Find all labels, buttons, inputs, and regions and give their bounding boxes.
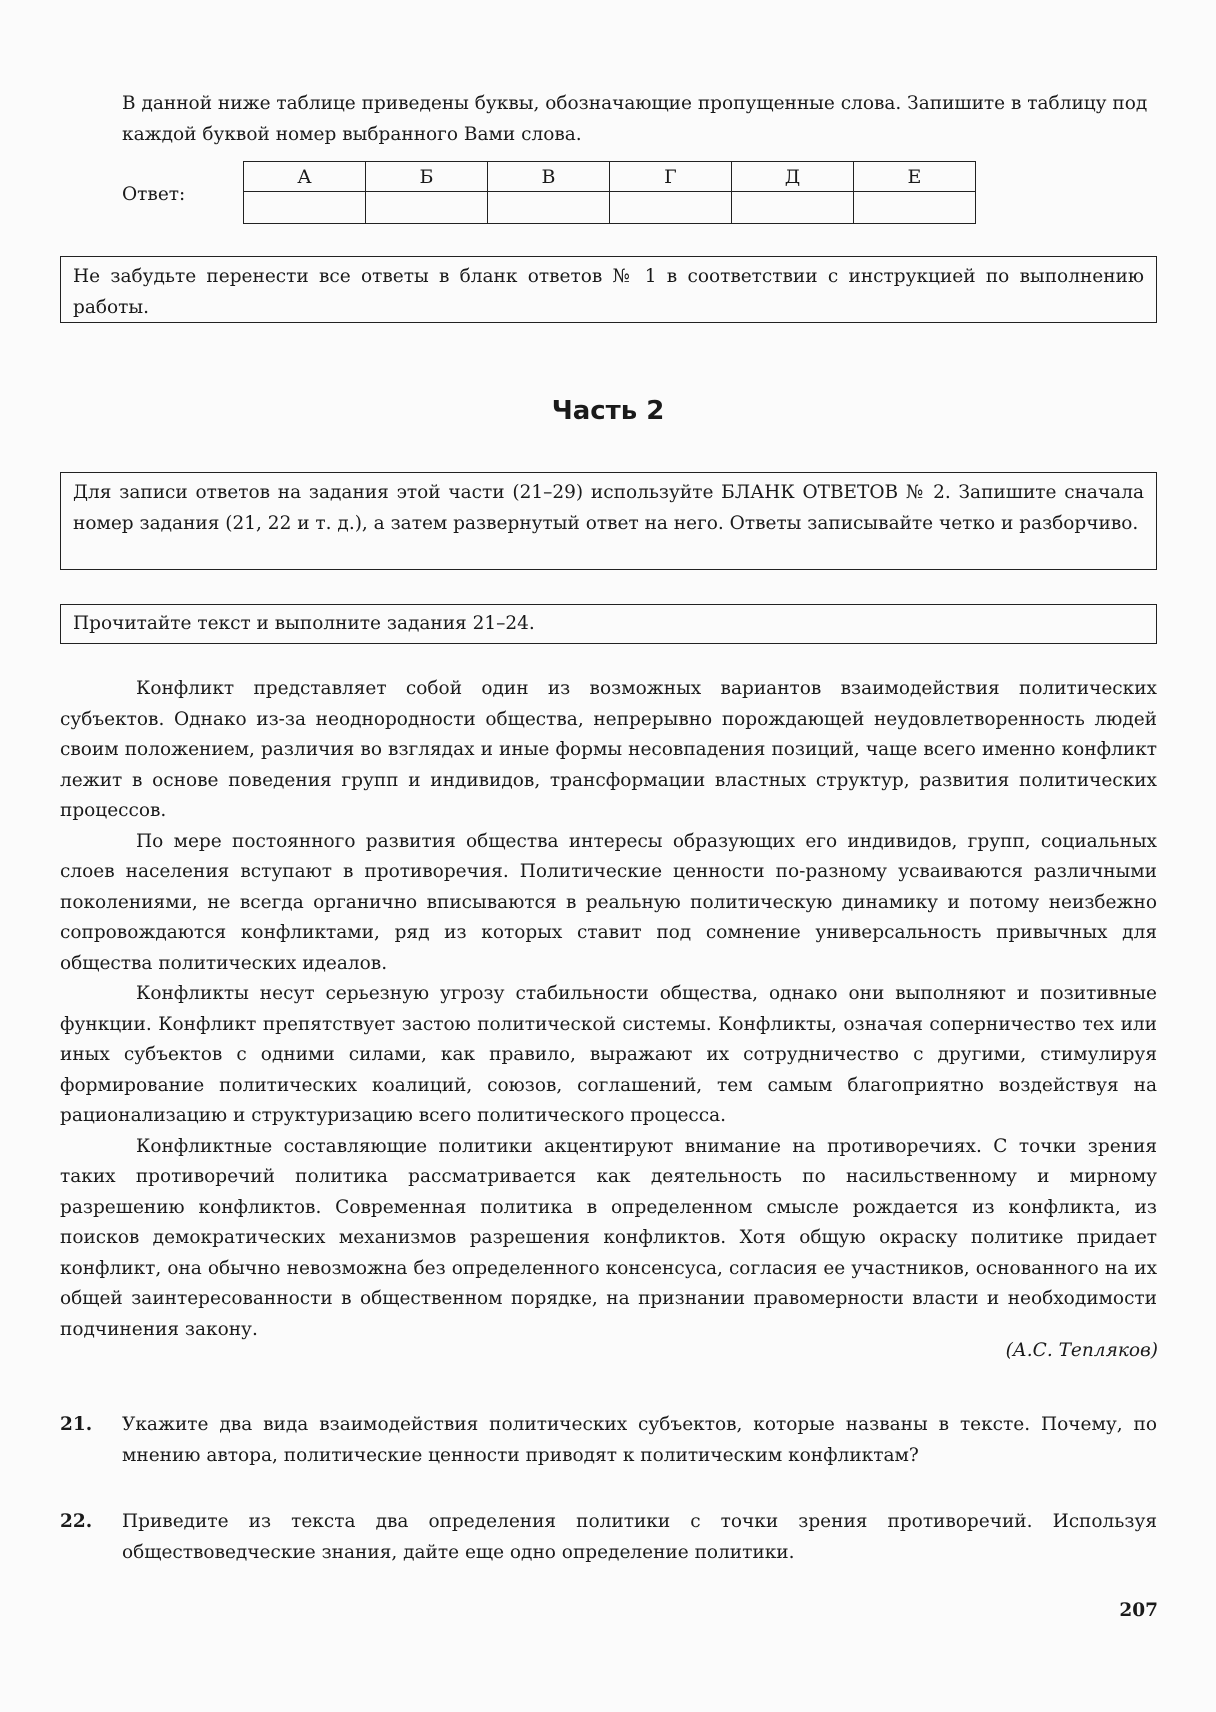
page-number: 207: [1119, 1600, 1158, 1621]
question-text: Укажите два вида взаимодействия политических субъектов, которые названы в тексте. Почему, по мнению автора, политические ценности приводят к политическим конфликтам?: [122, 1414, 1157, 1466]
source-text: [60, 674, 1157, 1345]
answer-cells-row: [244, 192, 976, 224]
reminder-box: Не забудьте перенести все ответы в бланк ответов № 1 в соответствии с инструкцией по выполнению работы.: [60, 256, 1157, 323]
paragraph: Конфликт представляет собой один из возможных вариантов взаимодействия политических субъектов. Однако из-за неоднородности общества, непрерывно порождающей неудовлетворенность людей своим положением, различия во взглядах и иные формы несовпадения позиций, чаще всего именно конфликт лежит в основе поведения групп и индивидов, трансформации властных структур, развития политических процессов.: [60, 678, 1157, 821]
task-intro: В данной ниже таблице приведены буквы, обозначающие пропущенные слова. Запишите в таблицу под каждой буквой номер выбранного Вами слова.: [122, 93, 1148, 145]
paragraph: По мере постоянного развития общества интересы образующих его индивидов, групп, социальных слоев населения вступают в противоречия. Политические ценности по-разному усваиваются различными поколениями, не всегда органично вписываются в реальную политическую динамику и потому неизбежно сопровождаются конфликтами, ряд из которых ставит под сомнение универсальность привычных для общества политических идеалов.: [60, 830, 1157, 974]
answer-cell-g[interactable]: [609, 192, 731, 224]
answer-cell-e[interactable]: [853, 192, 975, 224]
paragraph: Конфликтные составляющие политики акцентируют внимание на противоречиях. С точки зрения таких противоречий политика рассматривается как деятельность по насильственному и мирному разрешению конфликтов. Современная политика в определенном смысле рождается из конфликта, из поисков демократических механизмов разрешения конфликтов. Хотя общую окраску политике придает конфликт, она обычно невозможна без определенного консенсуса, согласия ее участников, основанного на их общей заинтересованности в общественном порядке, на признании правомерности власти и необходимости подчинения закону.: [60, 1135, 1157, 1340]
answer-cell-a[interactable]: [244, 192, 366, 224]
part-title: Часть 2: [551, 396, 665, 426]
answer-label: Ответ:: [122, 184, 186, 205]
question-number: 21.: [60, 1414, 93, 1435]
answer-cell-b[interactable]: [366, 192, 488, 224]
answer-letter-b: Б: [366, 162, 488, 192]
read-instruction-box: Прочитайте текст и выполните задания 21–24.: [60, 604, 1157, 644]
question-22: [60, 1506, 1157, 1568]
answer-cell-v[interactable]: [487, 192, 609, 224]
answer-letter-d: Д: [731, 162, 853, 192]
answer-table: [243, 161, 976, 224]
question-text: Приведите из текста два определения политики с точки зрения противоречий. Используя обществоведческие знания, дайте еще одно определение политики.: [122, 1511, 1157, 1563]
text-author: (А.С. Тепляков): [1005, 1340, 1158, 1361]
answer-cell-d[interactable]: [731, 192, 853, 224]
answer-letter-a: А: [244, 162, 366, 192]
question-number: 22.: [60, 1511, 93, 1532]
answer-letter-v: В: [487, 162, 609, 192]
answer-letter-g: Г: [609, 162, 731, 192]
question-21: [60, 1409, 1157, 1471]
paragraph: Конфликты несут серьезную угрозу стабильности общества, однако они выполняют и позитивные функции. Конфликт препятствует застою политической системы. Конфликты, означая соперничество тех или иных субъектов с одними силами, как правило, выражают их сотрудничество с другими, стимулируя формирование политических коалиций, союзов, соглашений, тем самым благоприятно воздействуя на рационализацию и структуризацию всего политического процесса.: [60, 983, 1157, 1126]
part2-instruction-box: Для записи ответов на задания этой части (21–29) используйте БЛАНК ОТВЕТОВ № 2. Запишите сначала номер задания (21, 22 и т. д.), а затем развернутый ответ на него. Ответы записывайте четко и разборчиво.: [60, 472, 1157, 570]
answer-letter-e: Е: [853, 162, 975, 192]
answer-letters-row: [244, 162, 976, 192]
